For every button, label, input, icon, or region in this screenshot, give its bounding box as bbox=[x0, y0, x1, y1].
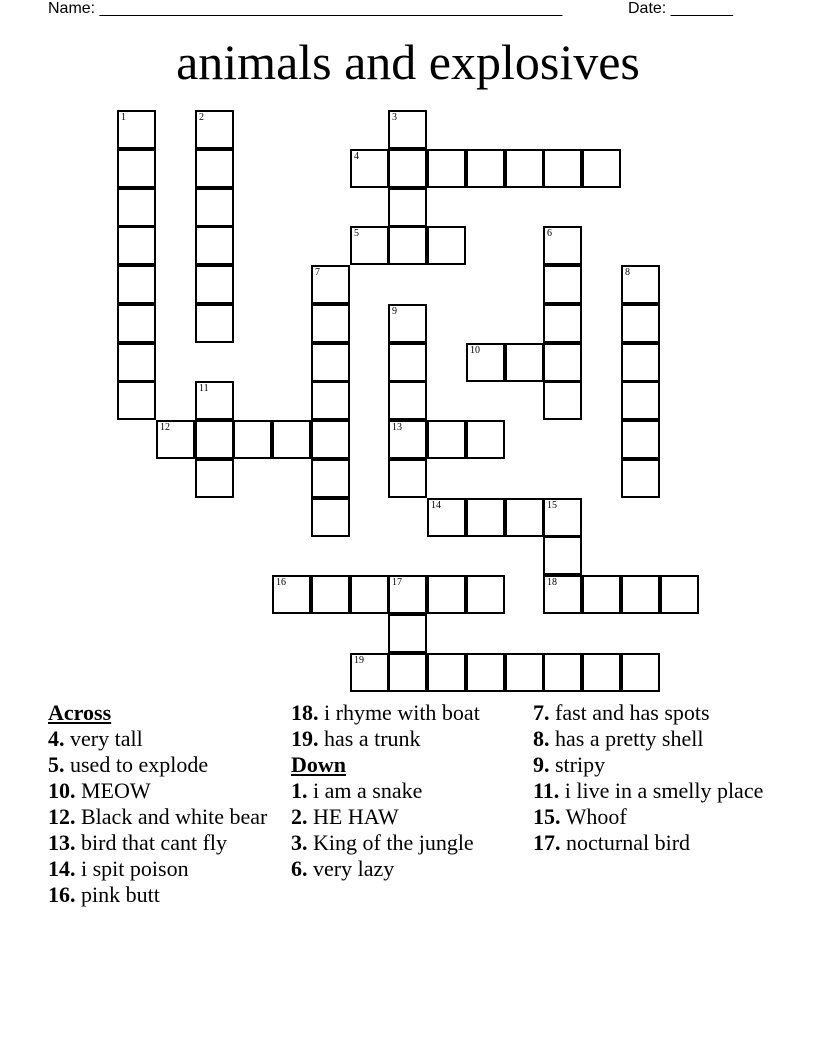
grid-cell-15[interactable] bbox=[543, 498, 582, 537]
clue-column-3 bbox=[533, 702, 765, 858]
grid-cell-2[interactable] bbox=[195, 110, 234, 149]
cell-number: 5 bbox=[354, 228, 359, 239]
clue-down-6: 6. very lazy bbox=[291, 856, 395, 881]
grid-cell[interactable] bbox=[195, 149, 234, 188]
grid-cell[interactable] bbox=[117, 343, 156, 382]
cell-number: 11 bbox=[199, 383, 209, 394]
cell-number: 8 bbox=[625, 267, 630, 278]
grid-cell-18[interactable] bbox=[543, 575, 582, 614]
cell-number: 1 bbox=[121, 112, 126, 123]
grid-cell[interactable] bbox=[117, 381, 156, 420]
clue-column-1 bbox=[48, 702, 280, 910]
cell-number: 17 bbox=[392, 577, 402, 588]
grid-cell[interactable] bbox=[311, 381, 350, 420]
grid-cell[interactable] bbox=[505, 149, 544, 188]
grid-cell-19[interactable] bbox=[350, 653, 389, 692]
grid-cell[interactable] bbox=[543, 536, 582, 575]
grid-cell[interactable] bbox=[117, 149, 156, 188]
clue-across-13: 13. bird that cant fly bbox=[48, 830, 228, 855]
down-heading: Down bbox=[291, 752, 347, 777]
grid-cell[interactable] bbox=[311, 420, 350, 459]
grid-cell-17[interactable] bbox=[388, 575, 427, 614]
clue-down-8: 8. has a pretty shell bbox=[533, 726, 704, 751]
grid-cell[interactable] bbox=[427, 653, 466, 692]
grid-cell[interactable] bbox=[388, 149, 427, 188]
grid-cell[interactable] bbox=[117, 188, 156, 227]
cell-number: 12 bbox=[160, 422, 170, 433]
clue-across-5: 5. used to explode bbox=[48, 752, 209, 777]
clue-across-18: 18. i rhyme with boat bbox=[291, 700, 480, 725]
grid-cell[interactable] bbox=[388, 343, 427, 382]
grid-cell[interactable] bbox=[427, 420, 466, 459]
clue-across-4: 4. very tall bbox=[48, 726, 143, 751]
grid-cell-13[interactable] bbox=[388, 420, 427, 459]
grid-cell[interactable] bbox=[543, 653, 582, 692]
clue-down-11: 11. i live in a smelly place bbox=[533, 778, 764, 803]
date-field[interactable]: Date: _______ bbox=[628, 0, 733, 17]
grid-cell[interactable] bbox=[505, 498, 544, 537]
grid-cell[interactable] bbox=[505, 653, 544, 692]
across-heading: Across bbox=[48, 700, 112, 725]
clue-down-15: 15. Whoof bbox=[533, 804, 627, 829]
grid-cell[interactable] bbox=[543, 381, 582, 420]
clue-across-14: 14. i spit poison bbox=[48, 856, 189, 881]
grid-cell[interactable] bbox=[233, 420, 272, 459]
grid-cell[interactable] bbox=[621, 420, 660, 459]
grid-cell[interactable] bbox=[621, 381, 660, 420]
grid-cell[interactable] bbox=[466, 420, 505, 459]
grid-cell[interactable] bbox=[117, 304, 156, 343]
grid-cell[interactable] bbox=[311, 343, 350, 382]
grid-cell-4[interactable] bbox=[350, 149, 389, 188]
grid-cell[interactable] bbox=[466, 653, 505, 692]
cell-number: 19 bbox=[354, 655, 364, 666]
clue-column-2 bbox=[291, 702, 523, 884]
cell-number: 14 bbox=[431, 500, 441, 511]
grid-cell[interactable] bbox=[466, 498, 505, 537]
grid-cell[interactable] bbox=[466, 575, 505, 614]
grid-cell[interactable] bbox=[195, 304, 234, 343]
grid-cell[interactable] bbox=[272, 420, 311, 459]
grid-cell-9[interactable] bbox=[388, 304, 427, 343]
cell-number: 15 bbox=[547, 500, 557, 511]
grid-cell[interactable] bbox=[195, 226, 234, 265]
grid-cell[interactable] bbox=[621, 304, 660, 343]
grid-cell[interactable] bbox=[311, 459, 350, 498]
clue-across-10: 10. MEOW bbox=[48, 778, 151, 803]
grid-cell-3[interactable] bbox=[388, 110, 427, 149]
grid-cell-16[interactable] bbox=[272, 575, 311, 614]
grid-cell[interactable] bbox=[195, 265, 234, 304]
grid-cell[interactable] bbox=[621, 575, 660, 614]
grid-cell-10[interactable] bbox=[466, 343, 505, 382]
grid-cell-5[interactable] bbox=[350, 226, 389, 265]
grid-cell-1[interactable] bbox=[117, 110, 156, 149]
cell-number: 4 bbox=[354, 151, 359, 162]
cell-number: 2 bbox=[199, 112, 204, 123]
grid-cell[interactable] bbox=[621, 459, 660, 498]
grid-cell[interactable] bbox=[543, 343, 582, 382]
cell-number: 18 bbox=[547, 577, 557, 588]
grid-cell[interactable] bbox=[621, 343, 660, 382]
grid-cell[interactable] bbox=[505, 343, 544, 382]
clue-down-1: 1. i am a snake bbox=[291, 778, 423, 803]
grid-cell[interactable] bbox=[466, 149, 505, 188]
grid-cell[interactable] bbox=[195, 420, 234, 459]
name-field[interactable]: Name: ____________________________________________________ bbox=[48, 0, 563, 17]
grid-cell[interactable] bbox=[195, 459, 234, 498]
cell-number: 9 bbox=[392, 306, 397, 317]
grid-cell-8[interactable] bbox=[621, 265, 660, 304]
grid-cell[interactable] bbox=[195, 188, 234, 227]
grid-cell-12[interactable] bbox=[156, 420, 195, 459]
cell-number: 10 bbox=[470, 345, 480, 356]
grid-cell[interactable] bbox=[427, 226, 466, 265]
grid-cell[interactable] bbox=[350, 575, 389, 614]
grid-cell[interactable] bbox=[311, 575, 350, 614]
grid-cell-7[interactable] bbox=[311, 265, 350, 304]
clue-across-12: 12. Black and white bear bbox=[48, 804, 268, 829]
grid-cell[interactable] bbox=[388, 614, 427, 653]
grid-cell[interactable] bbox=[543, 149, 582, 188]
clue-down-9: 9. stripy bbox=[533, 752, 606, 777]
grid-cell-14[interactable] bbox=[427, 498, 466, 537]
cell-number: 16 bbox=[276, 577, 286, 588]
grid-cell[interactable] bbox=[427, 149, 466, 188]
grid-cell[interactable] bbox=[543, 304, 582, 343]
cell-number: 13 bbox=[392, 422, 402, 433]
grid-cell[interactable] bbox=[621, 653, 660, 692]
cell-number: 3 bbox=[392, 112, 397, 123]
clue-down-7: 7. fast and has spots bbox=[533, 700, 710, 725]
cell-number: 7 bbox=[315, 267, 320, 278]
grid-cell[interactable] bbox=[582, 575, 621, 614]
clue-across-16: 16. pink butt bbox=[48, 882, 160, 907]
grid-cell[interactable] bbox=[117, 226, 156, 265]
clue-down-3: 3. King of the jungle bbox=[291, 830, 474, 855]
clue-down-2: 2. HE HAW bbox=[291, 804, 399, 829]
cell-number: 6 bbox=[547, 228, 552, 239]
grid-cell[interactable] bbox=[427, 575, 466, 614]
grid-cell[interactable] bbox=[660, 575, 699, 614]
clue-across-19: 19. has a trunk bbox=[291, 726, 421, 751]
grid-cell[interactable] bbox=[388, 226, 427, 265]
grid-cell[interactable] bbox=[117, 265, 156, 304]
grid-cell[interactable] bbox=[582, 653, 621, 692]
grid-cell[interactable] bbox=[388, 381, 427, 420]
grid-cell[interactable] bbox=[388, 459, 427, 498]
grid-cell[interactable] bbox=[543, 265, 582, 304]
grid-cell[interactable] bbox=[388, 188, 427, 227]
grid-cell[interactable] bbox=[388, 653, 427, 692]
grid-cell[interactable] bbox=[311, 304, 350, 343]
puzzle-title: animals and explosives bbox=[176, 34, 640, 90]
clue-down-17: 17. nocturnal bird bbox=[533, 830, 691, 855]
grid-cell[interactable] bbox=[582, 149, 621, 188]
grid-cell[interactable] bbox=[311, 498, 350, 537]
grid-cell-6[interactable] bbox=[543, 226, 582, 265]
grid-cell-11[interactable] bbox=[195, 381, 234, 420]
